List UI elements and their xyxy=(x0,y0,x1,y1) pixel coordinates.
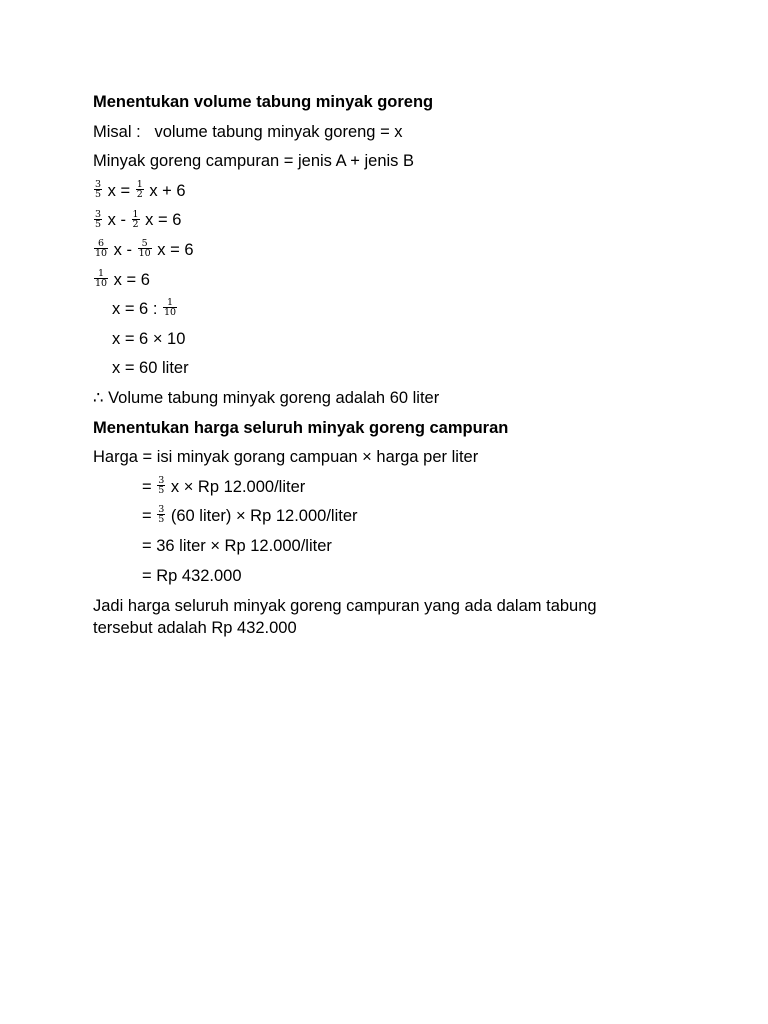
final-line-1: Jadi harga seluruh minyak goreng campuran yang ada dalam tabung xyxy=(93,597,597,616)
section2-title: Menentukan harga seluruh minyak goreng campuran xyxy=(93,418,509,437)
fraction: $\frac{6}{10}$ xyxy=(95,238,108,260)
equation-6: x = 6 × 10 xyxy=(112,329,186,348)
fraction: $\frac{1}{2}$ xyxy=(132,208,139,230)
final-line-2: tersebut adalah Rp 432.000 xyxy=(93,619,297,638)
fraction: $\frac{3}{5}$ xyxy=(95,178,102,200)
campuran-line: Minyak goreng campuran = jenis A + jenis B xyxy=(93,152,415,171)
harga-equation-1: = $\frac{3}{5}$ x × Rp 12.000/liter xyxy=(142,474,306,496)
section1-title: Menentukan volume tabung minyak goreng xyxy=(93,93,434,111)
misal-text: volume tabung minyak goreng = x xyxy=(154,122,403,141)
equation-5: x = 6 : $\frac{1}{10}$ xyxy=(112,297,177,319)
harga-equation-4: = Rp 432.000 xyxy=(142,566,242,585)
fraction: $\frac{3}{5}$ xyxy=(95,208,102,230)
misal-line xyxy=(93,118,653,148)
equation-1: $\frac{3}{5}$ x = $\frac{1}{2}$ x + 6 xyxy=(95,178,186,200)
harga-line: Harga = isi minyak gorang campuan × harga per liter xyxy=(93,448,479,467)
fraction: $\frac{1}{2}$ xyxy=(136,178,143,200)
equation-4: $\frac{1}{10}$ x = 6 xyxy=(95,267,150,289)
fraction: $\frac{1}{10}$ xyxy=(163,297,177,319)
conclusion-line: ∴ Volume tabung minyak goreng adalah 60 liter xyxy=(93,388,440,407)
fraction: $\frac{1}{10}$ xyxy=(95,267,108,289)
fraction: $\frac{3}{5}$ xyxy=(158,474,165,496)
document-page xyxy=(93,88,653,639)
fraction: $\frac{3}{5}$ xyxy=(158,504,165,526)
final-paragraph xyxy=(93,595,653,639)
equation-3: $\frac{6}{10}$ x - $\frac{5}{10}$ x = 6 xyxy=(95,238,194,260)
fraction: $\frac{5}{10}$ xyxy=(138,238,151,260)
equation-2: $\frac{3}{5}$ x - $\frac{1}{2}$ x = 6 xyxy=(95,208,182,230)
equation-7: x = 60 liter xyxy=(112,359,189,378)
harga-equation-2: = $\frac{3}{5}$ (60 liter) × Rp 12.000/liter xyxy=(142,504,358,526)
harga-equation-3: = 36 liter × Rp 12.000/liter xyxy=(142,536,332,555)
misal-label: Misal : xyxy=(93,122,141,141)
